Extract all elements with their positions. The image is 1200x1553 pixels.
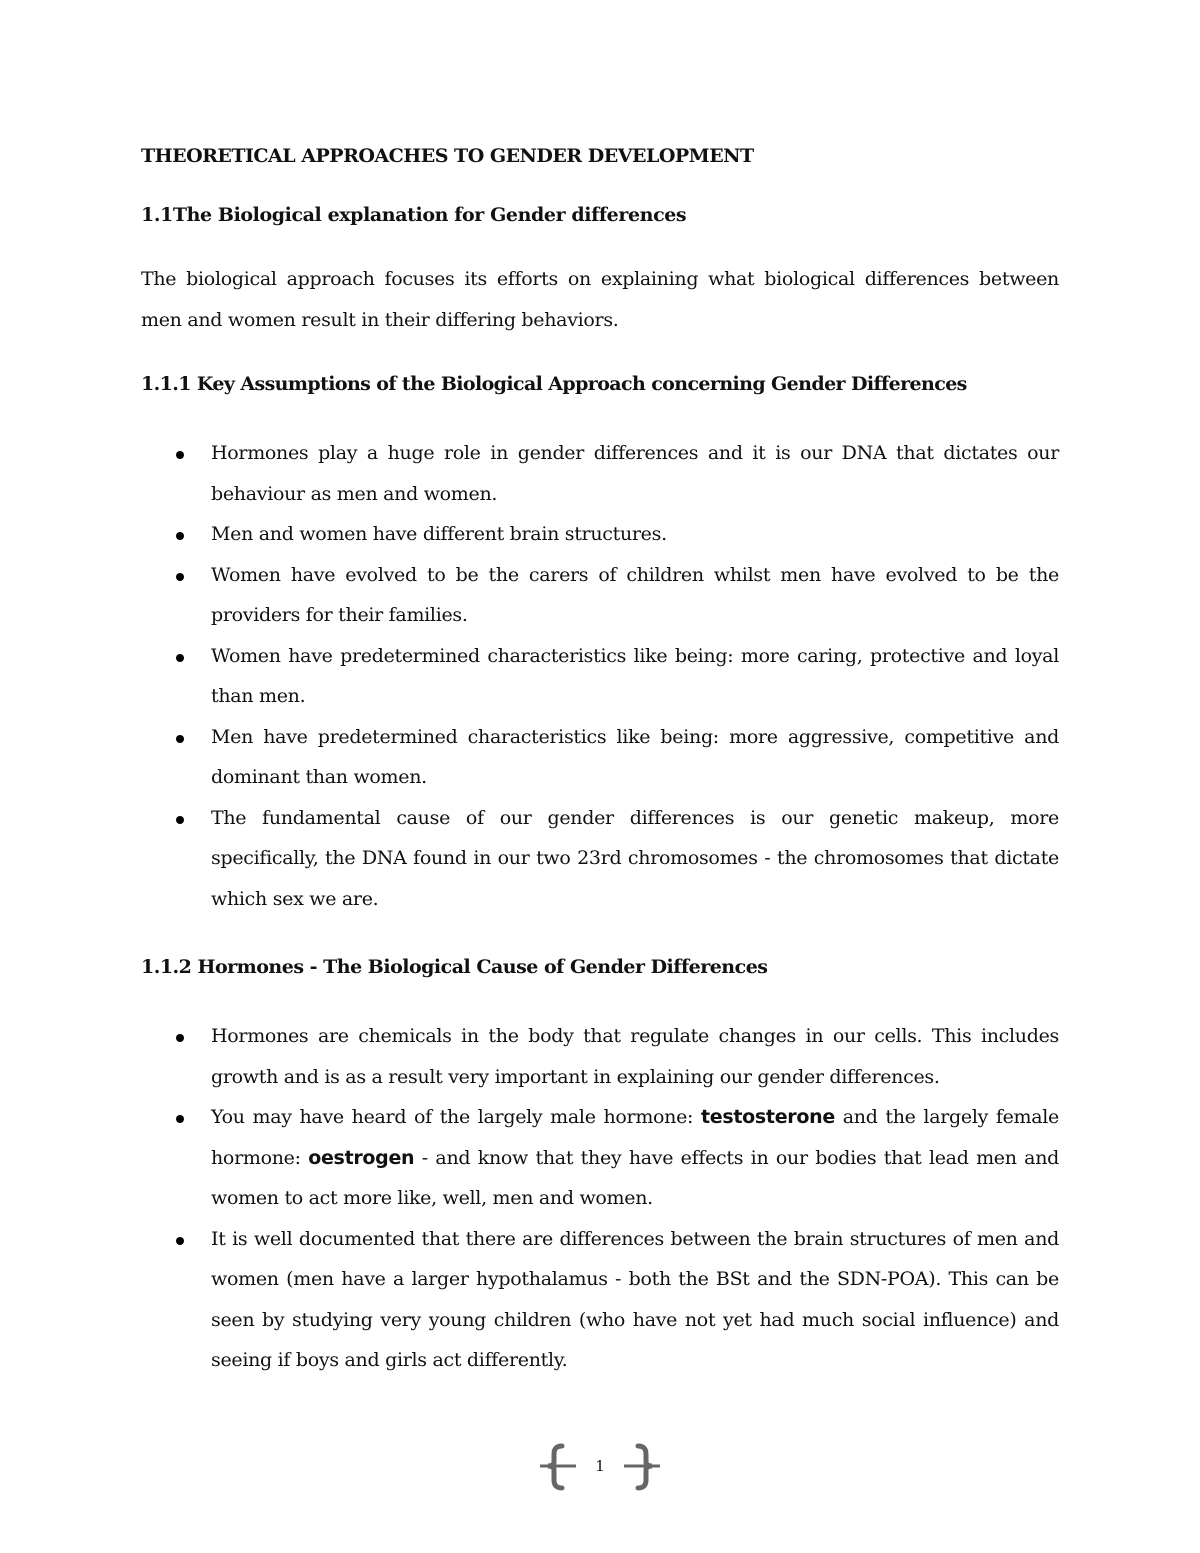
list-item-text: Women have evolved to be the carers of children whilst men have evolved to be the providers for their families. <box>211 563 1059 626</box>
list-item-text: It is well documented that there are differences between the brain structures of men and women (men have a larger hypothalamus - both the BSt and the SDN-POA). This can be seen by studying very young children (who have not yet had much social influence) and seeing if boys and girls act differently. <box>211 1227 1059 1371</box>
list-item <box>0 798 1059 920</box>
section-heading-1-1: 1.1The Biological explanation for Gender differences <box>141 204 687 226</box>
bullet-icon <box>176 1115 184 1123</box>
section-heading-1-1-1: 1.1.1 Key Assumptions of the Biological Approach concerning Gender Differences <box>141 373 967 395</box>
list-item <box>0 636 1059 717</box>
bullet-icon <box>176 1034 184 1042</box>
bold-term-testosterone: testosterone <box>700 1106 835 1128</box>
bold-term-oestrogen: oestrogen <box>308 1146 415 1169</box>
section-heading-1-1-2: 1.1.2 Hormones - The Biological Cause of Gender Differences <box>141 956 768 978</box>
list-item <box>0 1097 1059 1219</box>
bullet-icon <box>176 654 184 662</box>
list-item-text: Men have predetermined characteristics like being: more aggressive, competitive and dominant than women. <box>211 725 1059 788</box>
list-item <box>0 514 1059 555</box>
bullet-icon <box>176 816 184 824</box>
bullet-icon <box>176 573 184 581</box>
list-item-text: and the largely female hormone: <box>211 1106 1059 1169</box>
key-assumptions-list <box>0 433 1200 919</box>
list-item <box>0 1016 1059 1097</box>
page-footer <box>538 1442 662 1492</box>
section-1-1-paragraph: The biological approach focuses its efforts on explaining what biological differences between men and women result in their differing behaviors. <box>141 268 1059 331</box>
bullet-icon <box>176 735 184 743</box>
list-item <box>0 433 1059 514</box>
bullet-icon <box>176 1237 184 1245</box>
list-item-text: The fundamental cause of our gender differences is our genetic makeup, more specifically, the DNA found in our two 23rd chromosomes - the chromosomes that dictate which sex we are. <box>211 806 1059 910</box>
bullet-icon <box>176 451 184 459</box>
list-item-text: Women have predetermined characteristics like being: more caring, protective and loyal than men. <box>211 644 1059 707</box>
list-item-text: - and know that they have effects in our bodies that lead men and women to act more like, well, men and women. <box>211 1146 1059 1209</box>
list-item <box>0 555 1059 636</box>
list-item-text: You may have heard of the largely male hormone: <box>211 1106 701 1128</box>
list-item-text: Hormones are chemicals in the body that regulate changes in our cells. This includes growth and is as a result very important in explaining our gender differences. <box>211 1025 1059 1088</box>
list-item-text: Men and women have different brain structures. <box>211 523 667 545</box>
document-title: THEORETICAL APPROACHES TO GENDER DEVELOPMENT <box>141 145 754 167</box>
list-item <box>0 717 1059 798</box>
list-item <box>0 1219 1059 1381</box>
list-item-text: Hormones play a huge role in gender differences and it is our DNA that dictates our behaviour as men and women. <box>211 442 1059 505</box>
page-number: 1 <box>595 1457 605 1475</box>
bullet-icon <box>176 532 184 540</box>
hormones-list <box>0 1016 1200 1381</box>
